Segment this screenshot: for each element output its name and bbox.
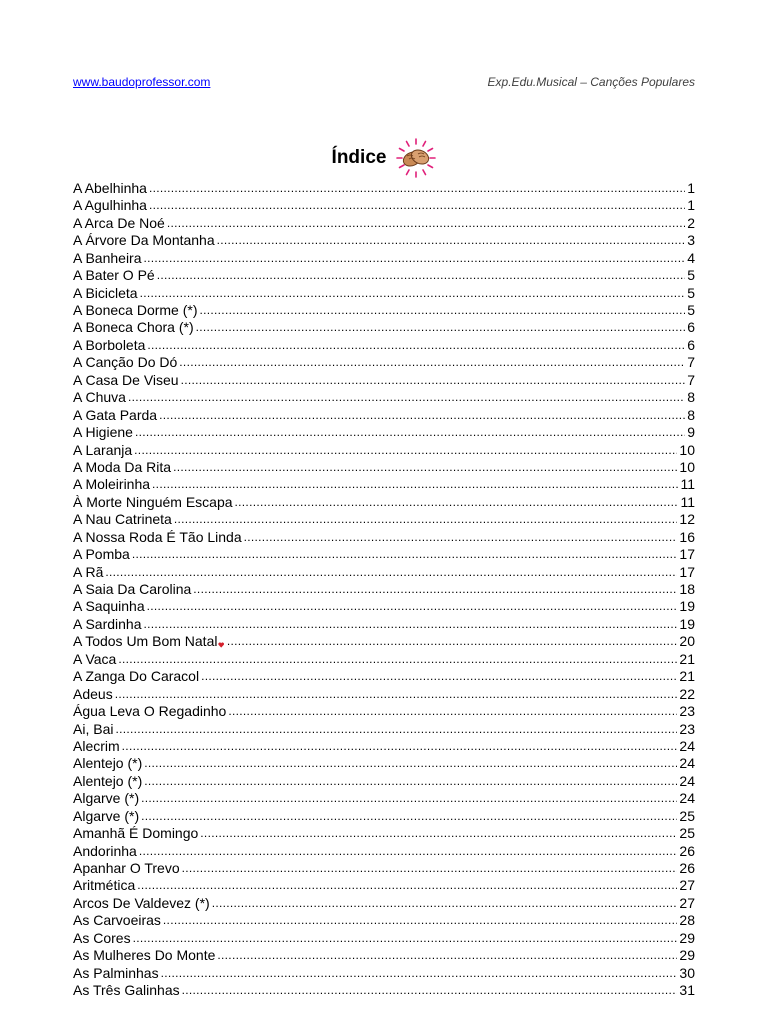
toc-entry[interactable]: [73, 546, 695, 563]
toc-entry[interactable]: [73, 232, 695, 249]
toc-entry-page: 24: [679, 755, 695, 772]
dot-leader: [141, 790, 677, 807]
toc-entry[interactable]: [73, 320, 695, 337]
toc-entry[interactable]: [73, 633, 695, 650]
dot-leader: [179, 354, 685, 371]
toc-entry-title: Ai, Bai: [73, 720, 114, 737]
toc-entry-title: A Árvore Da Montanha: [73, 232, 215, 249]
toc-entry[interactable]: [73, 215, 695, 232]
dot-leader: [152, 476, 678, 493]
dot-leader: [167, 215, 685, 232]
clapping-hands-icon: [396, 138, 436, 178]
toc-entry-page: 29: [679, 929, 695, 946]
toc-entry-page: 17: [679, 546, 695, 563]
toc-entry-page: 27: [679, 894, 695, 911]
toc-entry-title: Alentejo (*): [73, 755, 143, 772]
toc-entry[interactable]: [73, 912, 695, 929]
toc-entry-page: 26: [679, 860, 695, 877]
toc-entry-title: As Cores: [73, 929, 131, 946]
toc-entry-title: Andorinha: [73, 842, 137, 859]
toc-entry[interactable]: [73, 476, 695, 493]
toc-entry-page: 5: [687, 267, 695, 284]
toc-entry[interactable]: [73, 808, 695, 825]
page-title: Índice: [331, 147, 387, 168]
dot-leader: [174, 511, 678, 528]
dot-leader: [115, 686, 678, 703]
toc-entry[interactable]: [73, 494, 695, 511]
toc-entry[interactable]: [73, 703, 695, 720]
dot-leader: [144, 250, 686, 267]
dot-leader: [201, 668, 677, 685]
toc-entry[interactable]: [73, 860, 695, 877]
toc-entry-page: 8: [687, 389, 695, 406]
dot-leader: [149, 197, 685, 214]
toc-entry-page: 23: [679, 703, 695, 720]
dot-leader: [193, 581, 677, 598]
toc-entry[interactable]: [73, 965, 695, 982]
dot-leader: [159, 407, 685, 424]
toc-entry[interactable]: [73, 389, 695, 406]
dot-leader: [147, 337, 685, 354]
toc-entry[interactable]: [73, 599, 695, 616]
toc-entry-page: 19: [679, 598, 695, 615]
toc-entry-page: 9: [687, 424, 695, 441]
dot-leader: [163, 912, 678, 929]
dot-leader: [161, 965, 678, 982]
toc-entry-title: A Bicicleta: [73, 284, 138, 301]
toc-entry-page: 10: [679, 441, 695, 458]
toc-entry[interactable]: [73, 668, 695, 685]
toc-entry-title: Algarve (*): [73, 790, 140, 807]
toc-entry-title: A Agulhinha: [73, 197, 147, 214]
toc-entry-title: A Zanga Do Caracol: [73, 668, 200, 685]
dot-leader: [182, 860, 678, 877]
toc-entry-title: A Higiene: [73, 424, 133, 441]
dot-leader: [157, 267, 685, 284]
dot-leader: [132, 546, 678, 563]
toc-entry[interactable]: [73, 686, 695, 703]
toc-entry[interactable]: [73, 564, 695, 581]
toc-entry-title: Apanhar O Trevo: [73, 860, 180, 877]
toc-entry[interactable]: [73, 773, 695, 790]
dot-leader: [212, 895, 678, 912]
toc-entry-title: Algarve (*): [73, 807, 140, 824]
toc-entry-title: Alentejo (*): [73, 772, 143, 789]
toc-entry-title: As Palminhas: [73, 964, 159, 981]
toc-entry[interactable]: [73, 947, 695, 964]
toc-entry-page: 2: [687, 214, 695, 231]
toc-entry-title: A Saquinha: [73, 598, 145, 615]
dot-leader: [140, 285, 685, 302]
toc-entry[interactable]: [73, 180, 695, 197]
dot-leader: [173, 459, 677, 476]
toc-entry[interactable]: [73, 442, 695, 459]
toc-entry-title: A Laranja: [73, 441, 133, 458]
toc-entry-page: 17: [679, 563, 695, 580]
toc-entry[interactable]: [73, 738, 695, 755]
toc-entry-title: Arcos De Valdevez (*): [73, 894, 210, 911]
toc-entry-page: 18: [679, 581, 695, 598]
toc-entry-title: A Moleirinha: [73, 476, 151, 493]
toc-entry-title: As Mulheres Do Monte: [73, 947, 216, 964]
table-of-contents: [73, 180, 695, 1000]
toc-entry[interactable]: [73, 302, 695, 319]
toc-entry-page: 26: [679, 842, 695, 859]
heart-icon: [218, 639, 224, 651]
dot-leader: [200, 302, 686, 319]
dot-leader: [217, 232, 685, 249]
toc-entry[interactable]: [73, 424, 695, 441]
toc-entry[interactable]: [73, 721, 695, 738]
toc-entry-title: A Borboleta: [73, 336, 146, 353]
toc-entry-page: 4: [687, 249, 695, 266]
toc-entry-title: A Vaca: [73, 650, 117, 667]
toc-entry-page: 5: [687, 284, 695, 301]
toc-entry[interactable]: [73, 250, 695, 267]
document-subtitle: Exp.Edu.Musical – Canções Populares: [487, 75, 695, 89]
toc-entry[interactable]: [73, 825, 695, 842]
dot-leader: [144, 616, 678, 633]
dot-leader: [128, 389, 685, 406]
toc-entry[interactable]: [73, 930, 695, 947]
dot-leader: [196, 319, 685, 336]
toc-entry-page: 7: [687, 371, 695, 388]
dot-leader: [118, 651, 677, 668]
dot-leader: [147, 598, 678, 615]
page-header: [73, 75, 695, 91]
toc-entry-title: A Todos Um Bom Natal: [73, 633, 218, 650]
toc-entry-title: A Nau Catrineta: [73, 511, 172, 528]
toc-entry-title: A Bater O Pé: [73, 267, 155, 284]
toc-entry-title: A Canção Do Dó: [73, 354, 178, 371]
toc-entry-page: 7: [687, 354, 695, 371]
dot-leader: [139, 843, 678, 860]
toc-entry[interactable]: [73, 267, 695, 284]
toc-entry[interactable]: [73, 285, 695, 302]
toc-entry[interactable]: [73, 616, 695, 633]
toc-entry-title: Alecrim: [73, 737, 120, 754]
toc-entry-title: Aritmética: [73, 877, 136, 894]
toc-entry-title: A Gata Parda: [73, 406, 158, 423]
index-heading: [0, 136, 768, 180]
dot-leader: [105, 564, 677, 581]
toc-entry-title: A Moda Da Rita: [73, 458, 172, 475]
toc-entry[interactable]: [73, 197, 695, 214]
site-link[interactable]: www.baudoprofessor.com: [73, 75, 211, 89]
toc-entry-title: A Abelhinha: [73, 179, 147, 196]
toc-entry-page: 27: [679, 877, 695, 894]
dot-leader: [244, 529, 678, 546]
toc-entry-page: 22: [679, 685, 695, 702]
toc-entry[interactable]: [73, 407, 695, 424]
toc-entry[interactable]: [73, 529, 695, 546]
toc-entry-page: 24: [679, 772, 695, 789]
toc-entry-page: 29: [679, 947, 695, 964]
toc-entry-title: Água Leva O Regadinho: [73, 703, 227, 720]
toc-entry-page: 6: [687, 336, 695, 353]
toc-entry-page: 6: [687, 319, 695, 336]
toc-entry-page: 21: [679, 650, 695, 667]
toc-entry[interactable]: [73, 511, 695, 528]
toc-entry-title: A Pomba: [73, 546, 130, 563]
dot-leader: [135, 424, 685, 441]
dot-leader: [115, 721, 677, 738]
toc-entry-title: A Boneca Chora (*): [73, 319, 194, 336]
dot-leader: [133, 930, 678, 947]
toc-entry[interactable]: [73, 337, 695, 354]
toc-entry-title: A Sardinha: [73, 615, 142, 632]
dot-leader: [134, 442, 677, 459]
toc-entry-title: A Banheira: [73, 249, 142, 266]
toc-entry[interactable]: [73, 459, 695, 476]
dot-leader: [149, 180, 685, 197]
toc-entry-title: Amanhã É Domingo: [73, 825, 199, 842]
toc-entry-page: 31: [679, 982, 695, 999]
toc-entry-page: 11: [680, 493, 695, 510]
toc-entry-page: 21: [679, 668, 695, 685]
dot-leader: [200, 825, 677, 842]
dot-leader: [141, 808, 677, 825]
toc-entry-title: Adeus: [73, 685, 113, 702]
toc-entry[interactable]: [73, 651, 695, 668]
toc-entry-page: 23: [679, 720, 695, 737]
toc-entry-page: 24: [679, 790, 695, 807]
toc-entry[interactable]: [73, 895, 695, 912]
toc-entry-page: 16: [679, 528, 695, 545]
dot-leader: [235, 494, 679, 511]
toc-entry-page: 30: [679, 964, 695, 981]
dot-leader: [217, 947, 677, 964]
toc-entry[interactable]: [73, 790, 695, 807]
dot-leader: [228, 703, 677, 720]
toc-entry-page: 25: [679, 807, 695, 824]
dot-leader: [122, 738, 678, 755]
toc-entry-page: 28: [679, 912, 695, 929]
toc-entry-title: À Morte Ninguém Escapa: [73, 493, 233, 510]
dot-leader: [144, 773, 677, 790]
toc-entry-page: 20: [679, 633, 695, 650]
toc-entry[interactable]: [73, 581, 695, 598]
toc-entry-page: 5: [687, 302, 695, 319]
toc-entry[interactable]: [73, 843, 695, 860]
toc-entry-page: 8: [687, 406, 695, 423]
toc-entry-title: As Carvoeiras: [73, 912, 161, 929]
toc-entry-page: 11: [680, 476, 695, 493]
toc-entry-page: 10: [679, 458, 695, 475]
toc-entry-title: As Três Galinhas: [73, 982, 180, 999]
toc-entry-page: 1: [687, 197, 695, 214]
toc-entry-page: 3: [687, 232, 695, 249]
toc-entry-title: A Chuva: [73, 389, 126, 406]
toc-entry[interactable]: [73, 982, 695, 999]
toc-entry-page: 24: [679, 737, 695, 754]
toc-entry-title: A Rã: [73, 563, 104, 580]
dot-leader: [144, 755, 677, 772]
toc-entry-title: A Casa De Viseu: [73, 371, 179, 388]
toc-entry[interactable]: [73, 372, 695, 389]
toc-entry[interactable]: [73, 878, 695, 895]
toc-entry-title: A Saia Da Carolina: [73, 581, 192, 598]
toc-entry-page: 1: [687, 179, 695, 196]
toc-entry[interactable]: [73, 354, 695, 371]
dot-leader: [227, 633, 678, 650]
toc-entry[interactable]: [73, 755, 695, 772]
toc-entry-title: A Boneca Dorme (*): [73, 302, 198, 319]
toc-entry-page: 19: [679, 615, 695, 632]
toc-entry-title: A Nossa Roda É Tão Linda: [73, 528, 242, 545]
toc-entry-page: 12: [679, 511, 695, 528]
dot-leader: [182, 982, 678, 999]
dot-leader: [137, 877, 677, 894]
dot-leader: [181, 372, 685, 389]
toc-entry-page: 25: [679, 825, 695, 842]
toc-entry-title: A Arca De Noé: [73, 214, 165, 231]
